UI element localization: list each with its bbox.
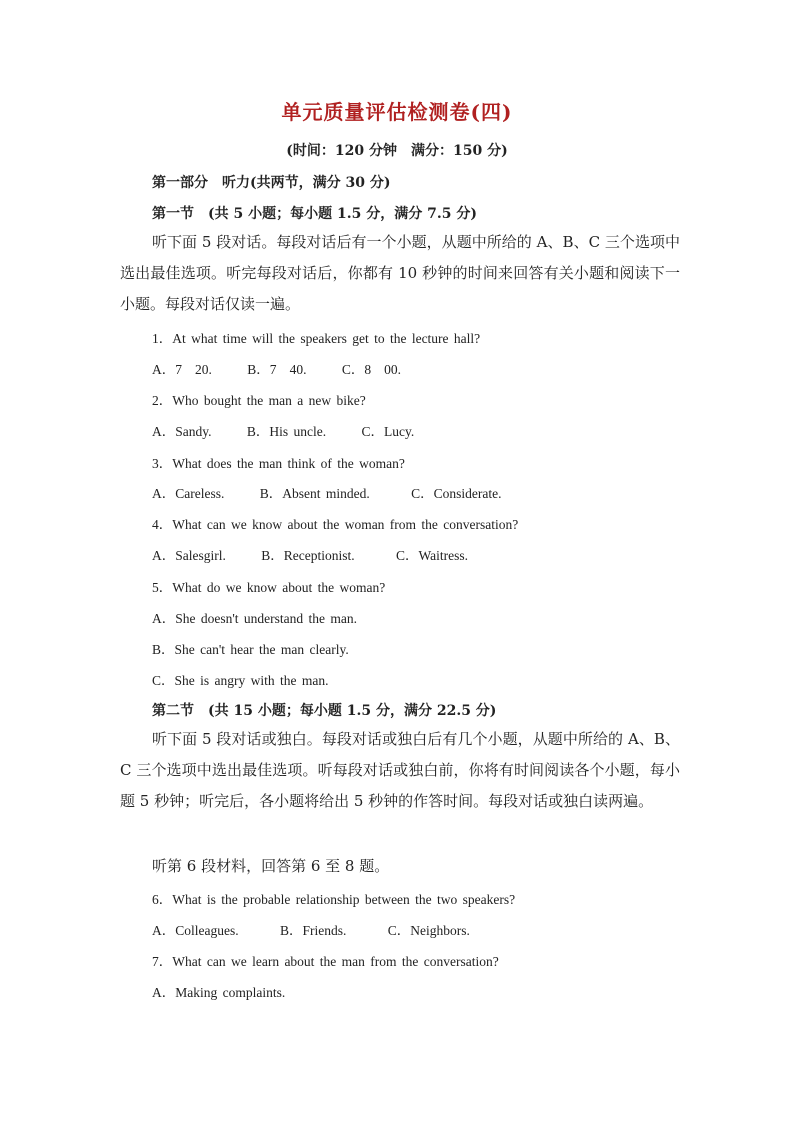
section1-heading: 第一节 (共 5 小题；每小题 1.5 分，满分 7.5 分)	[152, 206, 477, 222]
question-4-options	[152, 544, 468, 564]
option-c: C．Neighbors.	[387, 923, 470, 938]
question-7-stem: 7．What can we learn about the man from the conversation?	[152, 954, 499, 969]
option-a: A．7ﾠ20.	[152, 362, 212, 377]
question-2-options	[152, 420, 414, 440]
option-b: B．7ﾠ40.	[247, 362, 307, 377]
option-b: B．His uncle.	[246, 424, 327, 439]
question-6-options	[152, 919, 470, 939]
option-b: B．Receptionist.	[261, 548, 355, 563]
question-3-stem: 3．What does the man think of the woman?	[152, 456, 405, 471]
question-3-options	[152, 482, 501, 502]
option-b: B．Absent minded.	[259, 486, 370, 501]
question-5-stem: 5．What do we know about the woman?	[152, 580, 386, 595]
exam-meta: (时间：120 分钟 满分：150 分)	[286, 143, 508, 159]
question-5-option-b: B．She can't hear the man clearly.	[152, 642, 349, 657]
section2-instructions: 听下面 5 段对话或独白。每段对话或独白后有几个小题，从题中所给的 A、B、C 三个选项中选出最佳选项。听每段对话或独白前，你将有时间阅读各个小题，每小题 5 秒钟；听完后，各小题将给出 5 秒钟的作答时间。每段对话或独白读两遍。	[120, 730, 680, 810]
question-5-option-a: A．She doesn't understand the man.	[152, 611, 358, 626]
question-2-stem: 2．Who bought the man a new bike?	[152, 393, 366, 408]
part1-heading: 第一部分 听力(共两节，满分 30 分)	[152, 175, 391, 191]
option-c: C．Considerate.	[411, 486, 502, 501]
option-b: B．Friends.	[280, 923, 347, 938]
option-a: A．Careless.	[152, 486, 225, 501]
option-a: A．Salesgirl.	[152, 548, 226, 563]
question-5-option-c: C．She is angry with the man.	[152, 673, 329, 688]
page-title: 单元质量评估检测卷(四)	[281, 100, 513, 124]
question-7-option-a: A．Making complaints.	[152, 985, 286, 1000]
section1-instructions: 听下面 5 段对话。每段对话后有一个小题，从题中所给的 A、B、C 三个选项中选出最佳选项。听完每段对话后，你都有 10 秒钟的时间来回答有关小题和阅读下一小题。每段对话仅读一遍。	[120, 233, 680, 313]
question-6-stem: 6．What is the probable relationship between the two speakers?	[152, 892, 516, 907]
option-a: A．Colleagues.	[152, 923, 239, 938]
option-a: A．Sandy.	[152, 424, 212, 439]
question-1-stem: 1．At what time will the speakers get to the lecture hall?	[152, 331, 481, 346]
option-c: C．Waitress.	[396, 548, 469, 563]
option-c: C．8ﾠ00.	[341, 362, 402, 377]
question-1-options	[152, 358, 401, 378]
section2-heading: 第二节 (共 15 小题；每小题 1.5 分，满分 22.5 分)	[152, 703, 497, 719]
material-6-note: 听第 6 段材料，回答第 6 至 8 题。	[152, 857, 390, 875]
question-4-stem: 4．What can we know about the woman from the conversation?	[152, 517, 519, 532]
option-c: C．Lucy.	[361, 424, 415, 439]
